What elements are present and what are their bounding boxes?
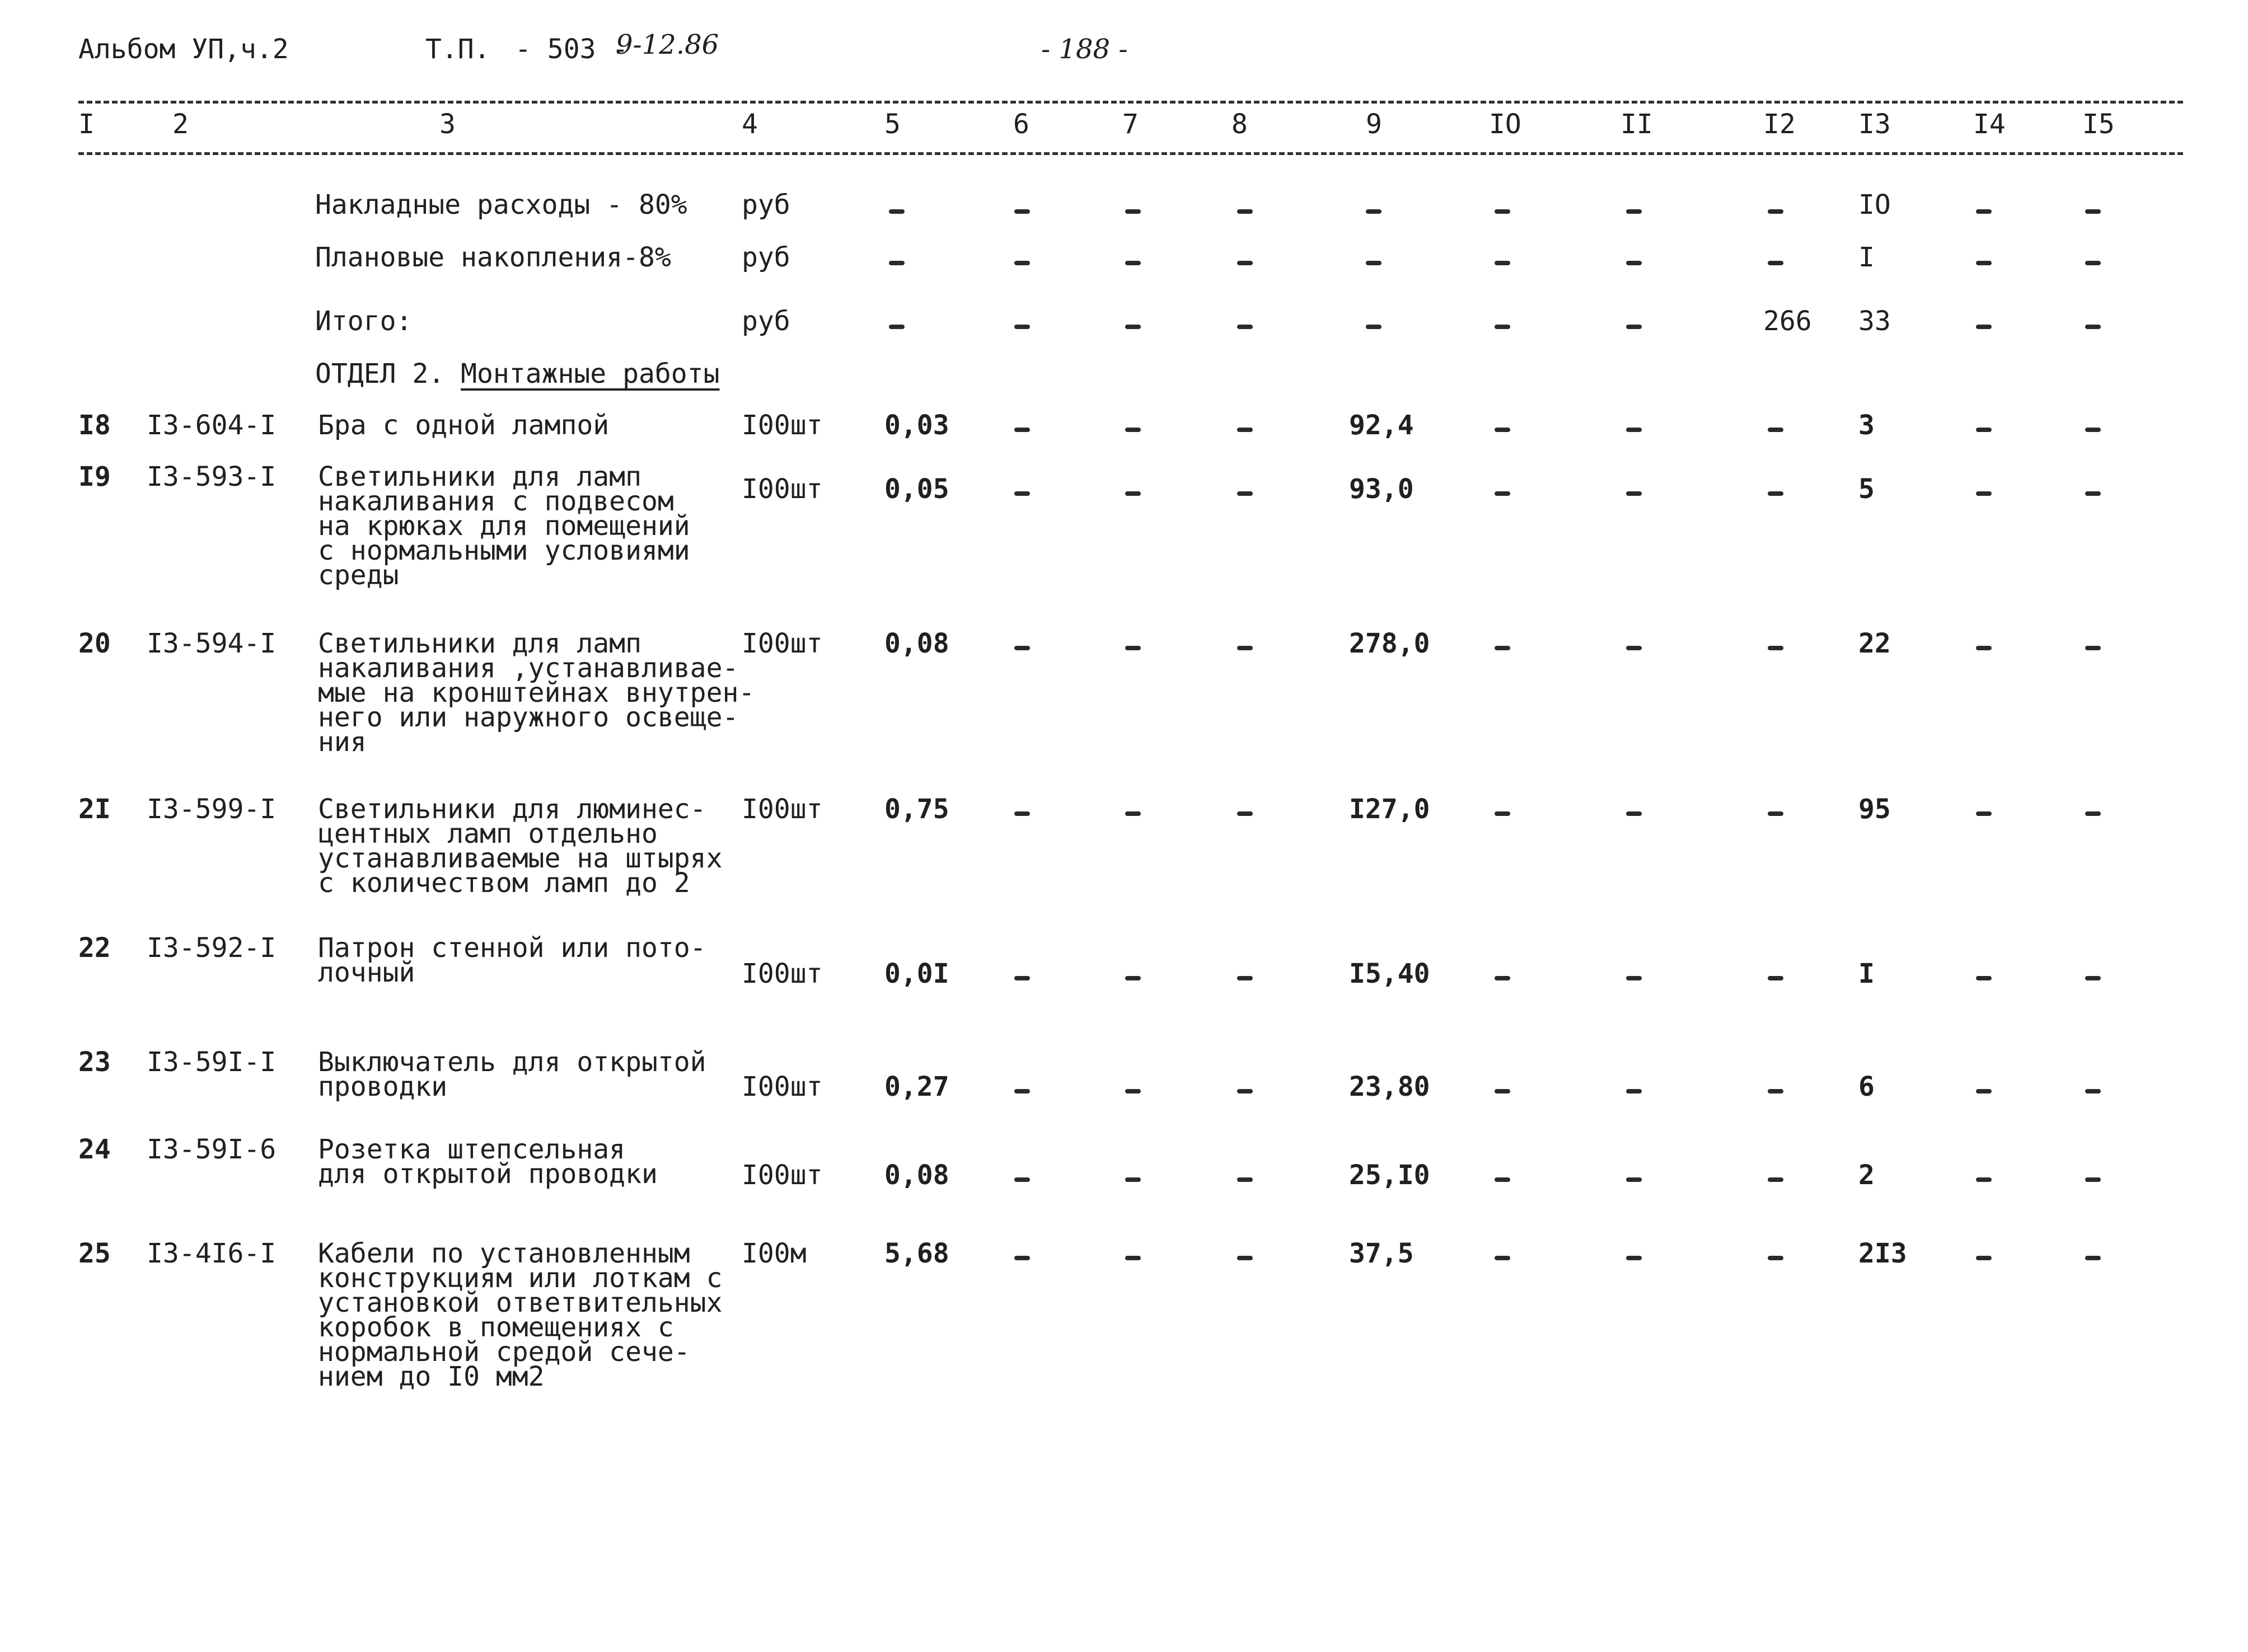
column-number: I2	[1763, 109, 1796, 140]
empty-cell-dash	[1768, 491, 1783, 496]
row-number: 25	[78, 1238, 111, 1269]
empty-cell-dash	[1626, 976, 1642, 980]
empty-cell-dash	[1014, 1089, 1030, 1093]
row-total: 3	[1858, 410, 1875, 441]
empty-cell-dash	[1976, 976, 1992, 980]
empty-cell-dash	[1125, 646, 1141, 650]
empty-cell-dash	[1237, 646, 1253, 650]
row-quantity: 0,0I	[884, 958, 949, 989]
row-number: I8	[78, 410, 111, 441]
row-price: 23,80	[1349, 1071, 1430, 1102]
row-total: I	[1858, 958, 1875, 989]
empty-cell-dash	[1014, 209, 1030, 214]
empty-cell-dash	[1495, 428, 1510, 432]
row-description: Кабели по установленным конструкциям или лоткам с установкой ответвительных коробок в помещениях с нормальной средой сече- нием до I0 мм2	[318, 1238, 723, 1392]
row-price: I27,0	[1349, 794, 1430, 825]
row-number: I9	[78, 461, 111, 492]
row-total: 2I3	[1858, 1238, 1907, 1269]
empty-cell-dash	[1237, 1177, 1253, 1182]
empty-cell-dash	[2085, 1089, 2101, 1093]
empty-cell-dash	[1366, 325, 1381, 329]
empty-cell-dash	[1768, 646, 1783, 650]
empty-cell-dash	[1976, 1089, 1992, 1093]
column-number: 6	[1013, 109, 1029, 140]
empty-cell-dash	[1768, 811, 1783, 816]
row-code: I3-594-I	[147, 628, 277, 659]
empty-cell-dash	[1014, 976, 1030, 980]
empty-cell-dash	[2085, 209, 2101, 214]
empty-cell-dash	[1125, 1089, 1141, 1093]
row-description: Патрон стенной или пото- лочный	[318, 932, 706, 988]
row-code: I3-59I-6	[147, 1134, 277, 1165]
empty-cell-dash	[1976, 491, 1992, 496]
empty-cell-dash	[1976, 1177, 1992, 1182]
empty-cell-dash	[1976, 209, 1992, 214]
row-total: 22	[1858, 628, 1891, 659]
empty-cell-dash	[1237, 976, 1253, 980]
summary-label: Накладные расходы - 80%	[315, 189, 687, 220]
row-quantity: 0,08	[884, 628, 949, 659]
column-number: 4	[742, 109, 758, 140]
row-quantity: 0,75	[884, 794, 949, 825]
tp-number-prefix: - 503 -	[515, 34, 629, 65]
empty-cell-dash	[1014, 325, 1030, 329]
row-number: 24	[78, 1134, 111, 1165]
row-quantity: 0,03	[884, 410, 949, 441]
column-number: 9	[1366, 109, 1382, 140]
empty-cell-dash	[1626, 428, 1642, 432]
empty-cell-dash	[1626, 209, 1642, 214]
table-header-rule	[78, 152, 2183, 155]
empty-cell-dash	[1495, 1089, 1510, 1093]
summary-unit: руб	[742, 242, 790, 273]
row-total: 2	[1858, 1160, 1875, 1191]
empty-cell-dash	[1237, 325, 1253, 329]
empty-cell-dash	[889, 209, 905, 214]
album-label: Альбом УП,ч.2	[78, 34, 289, 65]
table-top-rule	[78, 101, 2183, 104]
row-description: Светильники для ламп накаливания с подвесом на крюках для помещений с нормальными условиями среды	[318, 461, 690, 591]
row-price: I5,40	[1349, 958, 1430, 989]
empty-cell-dash	[1237, 811, 1253, 816]
row-unit: I00шт	[742, 410, 823, 441]
tp-label: Т.П.	[425, 34, 490, 65]
row-code: I3-604-I	[147, 410, 277, 441]
empty-cell-dash	[1495, 646, 1510, 650]
summary-unit: руб	[742, 189, 790, 220]
empty-cell-dash	[1495, 209, 1510, 214]
empty-cell-dash	[1014, 1256, 1030, 1260]
empty-cell-dash	[1976, 646, 1992, 650]
row-unit: I00шт	[742, 958, 823, 989]
empty-cell-dash	[1237, 261, 1253, 265]
row-description: Светильники для ламп накаливания ,устанавливае- мые на кронштейнах внутрен- него или наружного освеще- ния	[318, 628, 755, 758]
empty-cell-dash	[1976, 428, 1992, 432]
empty-cell-dash	[1626, 1089, 1642, 1093]
row-code: I3-599-I	[147, 794, 277, 825]
empty-cell-dash	[1495, 1177, 1510, 1182]
empty-cell-dash	[1626, 1177, 1642, 1182]
empty-cell-dash	[1125, 491, 1141, 496]
section-heading	[315, 358, 720, 389]
column-number: II	[1621, 109, 1653, 140]
row-unit: I00шт	[742, 628, 823, 659]
empty-cell-dash	[1237, 1089, 1253, 1093]
empty-cell-dash	[1626, 491, 1642, 496]
empty-cell-dash	[2085, 1256, 2101, 1260]
row-description: Светильники для люминес- центных ламп отдельно устанавливаемые на штырях с количеством ламп до 2	[318, 794, 723, 899]
empty-cell-dash	[1125, 261, 1141, 265]
empty-cell-dash	[1014, 1177, 1030, 1182]
empty-cell-dash	[1014, 811, 1030, 816]
empty-cell-dash	[889, 261, 905, 265]
row-quantity: 0,27	[884, 1071, 949, 1102]
row-price: 93,0	[1349, 473, 1414, 505]
column-number: 5	[884, 109, 901, 140]
page-number: - 188 -	[1041, 34, 1128, 65]
empty-cell-dash	[1495, 1256, 1510, 1260]
row-quantity: 5,68	[884, 1238, 949, 1269]
tp-number-handwritten: 9-12.86	[616, 29, 719, 60]
summary-unit: руб	[742, 306, 790, 337]
row-number: 22	[78, 932, 111, 964]
row-description: Выключатель для открытой проводки	[318, 1046, 706, 1102]
row-code: I3-4I6-I	[147, 1238, 277, 1269]
row-number: 20	[78, 628, 111, 659]
empty-cell-dash	[2085, 428, 2101, 432]
row-number: 23	[78, 1046, 111, 1078]
row-number: 2I	[78, 794, 111, 825]
empty-cell-dash	[2085, 646, 2101, 650]
row-price: 92,4	[1349, 410, 1414, 441]
row-total: 5	[1858, 473, 1875, 505]
empty-cell-dash	[1768, 1177, 1783, 1182]
empty-cell-dash	[1626, 646, 1642, 650]
column-number: I	[78, 109, 95, 140]
empty-cell-dash	[2085, 261, 2101, 265]
empty-cell-dash	[1976, 325, 1992, 329]
row-code: I3-592-I	[147, 932, 277, 964]
empty-cell-dash	[1366, 261, 1381, 265]
empty-cell-dash	[1626, 811, 1642, 816]
empty-cell-dash	[1125, 976, 1141, 980]
summary-total: IO	[1858, 189, 1891, 220]
section-title: Монтажные работы	[461, 358, 720, 389]
empty-cell-dash	[1768, 209, 1783, 214]
row-price: 37,5	[1349, 1238, 1414, 1269]
summary-label: Плановые накопления-8%	[315, 242, 671, 273]
empty-cell-dash	[1976, 1256, 1992, 1260]
column-number: 7	[1122, 109, 1139, 140]
empty-cell-dash	[1237, 491, 1253, 496]
summary-c12: 266	[1763, 306, 1812, 337]
column-number: I5	[2082, 109, 2115, 140]
empty-cell-dash	[1768, 428, 1783, 432]
empty-cell-dash	[2085, 811, 2101, 816]
row-price: 25,I0	[1349, 1160, 1430, 1191]
column-number: 3	[439, 109, 456, 140]
row-quantity: 0,05	[884, 473, 949, 505]
empty-cell-dash	[1014, 491, 1030, 496]
row-total: 6	[1858, 1071, 1875, 1102]
row-unit: I00м	[742, 1238, 807, 1269]
row-price: 278,0	[1349, 628, 1430, 659]
empty-cell-dash	[2085, 491, 2101, 496]
row-description: Бра с одной лампой	[318, 410, 610, 441]
empty-cell-dash	[2085, 325, 2101, 329]
empty-cell-dash	[1768, 1089, 1783, 1093]
row-code: I3-593-I	[147, 461, 277, 492]
empty-cell-dash	[1976, 261, 1992, 265]
empty-cell-dash	[1495, 261, 1510, 265]
empty-cell-dash	[2085, 1177, 2101, 1182]
empty-cell-dash	[1495, 325, 1510, 329]
empty-cell-dash	[1125, 325, 1141, 329]
row-unit: I00шт	[742, 473, 823, 505]
summary-label: Итого:	[315, 306, 413, 337]
column-number: 2	[172, 109, 189, 140]
empty-cell-dash	[1626, 1256, 1642, 1260]
column-number: 8	[1231, 109, 1248, 140]
empty-cell-dash	[2085, 976, 2101, 980]
empty-cell-dash	[1626, 325, 1642, 329]
row-quantity: 0,08	[884, 1160, 949, 1191]
empty-cell-dash	[1495, 811, 1510, 816]
empty-cell-dash	[1768, 1256, 1783, 1260]
empty-cell-dash	[1125, 1256, 1141, 1260]
empty-cell-dash	[1237, 1256, 1253, 1260]
empty-cell-dash	[1768, 976, 1783, 980]
empty-cell-dash	[1768, 261, 1783, 265]
row-description: Розетка штепсельная для открытой проводки	[318, 1134, 658, 1190]
empty-cell-dash	[1014, 428, 1030, 432]
summary-total: 33	[1858, 306, 1891, 337]
empty-cell-dash	[889, 325, 905, 329]
column-number: I4	[1973, 109, 2006, 140]
empty-cell-dash	[1366, 209, 1381, 214]
row-total: 95	[1858, 794, 1891, 825]
row-unit: I00шт	[742, 1160, 823, 1191]
row-unit: I00шт	[742, 1071, 823, 1102]
empty-cell-dash	[1014, 261, 1030, 265]
empty-cell-dash	[1626, 261, 1642, 265]
empty-cell-dash	[1125, 811, 1141, 816]
empty-cell-dash	[1237, 209, 1253, 214]
summary-total: I	[1858, 242, 1875, 273]
empty-cell-dash	[1495, 491, 1510, 496]
empty-cell-dash	[1125, 428, 1141, 432]
section-prefix: ОТДЕЛ 2.	[315, 358, 445, 389]
row-unit: I00шт	[742, 794, 823, 825]
empty-cell-dash	[1125, 1177, 1141, 1182]
empty-cell-dash	[1125, 209, 1141, 214]
empty-cell-dash	[1237, 428, 1253, 432]
empty-cell-dash	[1014, 646, 1030, 650]
column-number: IO	[1489, 109, 1521, 140]
row-code: I3-59I-I	[147, 1046, 277, 1078]
empty-cell-dash	[1495, 976, 1510, 980]
empty-cell-dash	[1976, 811, 1992, 816]
column-number: I3	[1858, 109, 1891, 140]
